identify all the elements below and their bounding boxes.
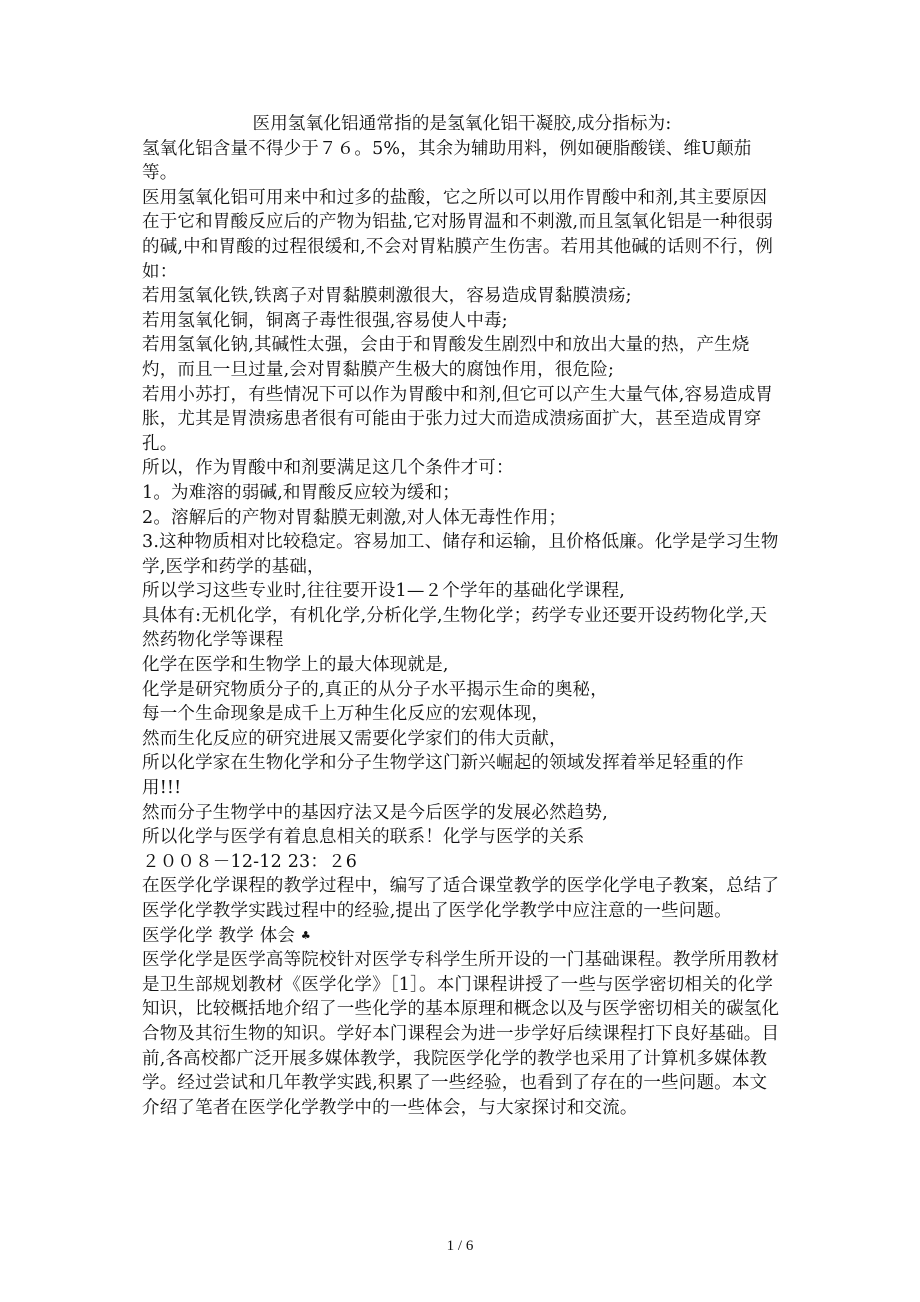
page-number: 1 / 6 xyxy=(446,1238,474,1254)
list-item: 2。溶解后的产物对胃黏膜无刺激,对人体无毒性作用； xyxy=(142,507,567,528)
list-item: 3.这种物质相对比较稳定。容易加工、储存和运输，且价格低廉。化学是学习生物学,医学和药学的基础， xyxy=(142,532,779,577)
paragraph: 医学化学是医学高等院校针对医学专科学生所开设的一门基础课程。教学所用教材是卫生部规划教材《医学化学》［1］。本门课程讲授了一些与医学密切相关的化学知识，比较概括地介绍了一些化学的基本原理和概念以及与医学密切相关的碳氢化合物及其衍生物的知识。学好本门课程会为进一步学好后续课程打下良好基础。目前,各高校都广泛开展多媒体教学，我院医学化学的教学也采用了计算机多媒体教学。经过尝试和几年教学实践,积累了一些经验，也看到了存在的一些问题。本文介绍了笔者在医学化学教学中的一些体会，与大家探讨和交流。 xyxy=(142,950,780,1118)
mark-icon: ♣ xyxy=(300,928,311,942)
paragraph: 每一个生命现象是成千上万种生化反应的宏观体现， xyxy=(142,704,550,725)
paragraph: 氢氧化铝含量不得少于７６。5%，其余为辅助用料，例如硬脂酸镁、维U颠茄等。 xyxy=(142,138,752,184)
abstract-text: 在医学化学课程的教学过程中，编写了适合课堂教学的医学化学电子教案，总结了医学化学教学实践过程中的经验,提出了医学化学教学中应注意的一些问题。 xyxy=(142,876,780,921)
keywords: 医学化学 教学 体会 xyxy=(142,925,296,946)
paragraph: 医用氢氧化铝可用来中和过多的盐酸，它之所以可以用作胃酸中和剂,其主要原因在于它和胃酸反应后的产物为铝盐,它对肠胃温和不刺激,而且氢氧化铝是一种很弱的碱,中和胃酸的过程很缓和,不会对胃粘膜产生伤害。若用其他碱的话则不行，例如： xyxy=(142,187,774,282)
paragraph: 然而分子生物学中的基因疗法又是今后医学的发展必然趋势, xyxy=(142,802,608,823)
paragraph: 化学在医学和生物学上的最大体现就是, xyxy=(142,655,449,676)
date-line: ２００８－12-12 23：２6 xyxy=(142,851,358,872)
paragraph: 若用小苏打，有些情况下可以作为胃酸中和剂,但它可以产生大量气体,容易造成胃胀，尤其是胃溃疡患者很有可能由于张力过大而造成溃疡面扩大，甚至造成胃穿孔。 xyxy=(142,384,774,454)
abstract-paragraph xyxy=(142,874,782,948)
paragraph: 然而生化反应的研究进展又需要化学家们的伟大贡献， xyxy=(142,728,567,749)
paragraph: 所以，作为胃酸中和剂要满足这几个条件才可： xyxy=(142,458,514,479)
paragraph: 所以学习这些专业时,往往要开设1—２个学年的基础化学课程, xyxy=(142,581,626,602)
list-item: 1。为难溶的弱碱,和胃酸反应较为缓和； xyxy=(142,482,460,503)
paragraph: 若用氢氧化铜，铜离子毒性很强,容易使人中毒; xyxy=(142,310,508,331)
paragraph: 具体有:无机化学，有机化学,分析化学,生物化学；药学专业还要开设药物化学,天然药物化学等课程 xyxy=(142,605,768,651)
document-body xyxy=(142,112,782,1120)
paragraph: 若用氢氧化铁,铁离子对胃黏膜刺激很大，容易造成胃黏膜溃疡; xyxy=(142,286,632,307)
paragraph: 所以化学与医学有着息息相关的联系！化学与医学的关系 xyxy=(142,827,585,848)
paragraph: 所以化学家在生物化学和分子生物学这门新兴崛起的领域发挥着举足轻重的作用!!! xyxy=(142,753,744,799)
document-title: 医用氢氧化铝通常指的是氢氧化铝干凝胶,成分指标为: xyxy=(252,114,672,134)
paragraph: 若用氢氧化钠,其碱性太强，会由于和胃酸发生剧烈中和放出大量的热，产生烧灼，而且一旦过量,会对胃黏膜产生极大的腐蚀作用，很危险; xyxy=(142,335,750,380)
paragraph: 化学是研究物质分子的,真正的从分子水平揭示生命的奥秘， xyxy=(142,679,608,700)
